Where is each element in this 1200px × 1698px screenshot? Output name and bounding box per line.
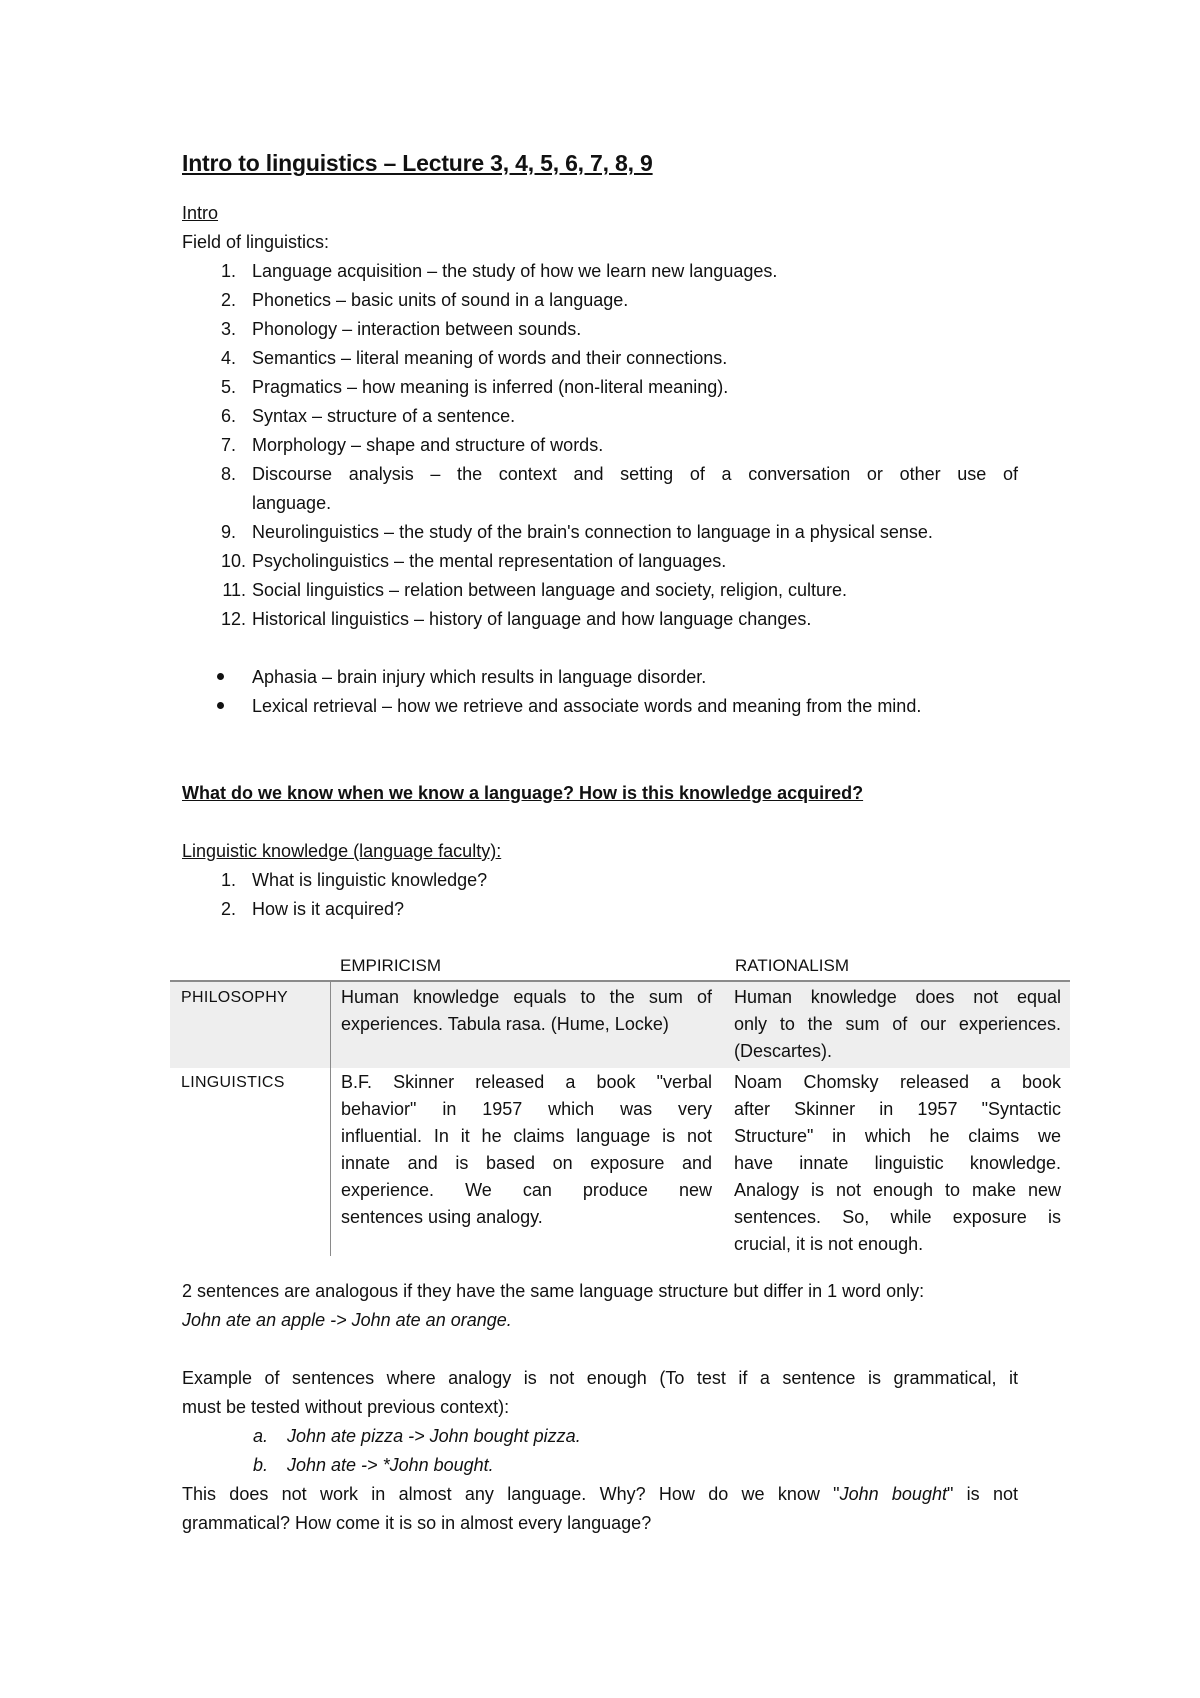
bullet-icon (217, 702, 224, 709)
document-page: Intro to linguistics – Lecture 3, 4, 5, 6, 7, 8, 9 Intro Field of linguistics: 1. Language acquisition – the study of how we learn new languages. 2. Phonetics – basic units of sound in a language. 3. Phonology – interaction between sounds. 4. Semantics – literal meaning of words and their connections. 5. Pragmatics – how meaning is inferred (non-literal meaning). 6. Syntax – structure of a sentence. 7. Morphology – shape and structure of words. 8. Discourse analysis – the context and setting of a conversation or other use of language. 9. Neurolinguistics – the study of the brain's connection to language in a physical sense. 10. Psycholinguistics – the mental representation of languages. 11. Social linguistics – relation between language and society, religion, culture. 12. Historical linguistics – history of language and how language changes. Aphasia – brain injury which results in language disorder. Lexical retrieval – how we retrieve and associate words and meaning from the mind. What do we know when we know a language? How is this knowledge acquired? Linguistic knowledge (language faculty): 1. What is linguistic knowledge? 2. How is it acquired? EMPIRICISM RATIONALISM PHILOSOPHY Human knowledge equals to the sum of experiences. Tabula rasa. (Hume, Locke) Human knowledge does not equal only to the sum of our experiences. (Descartes). LINGUISTICS B.F. Skinner released a book "verbal behavior" in 1957 which was very influential. In it he claims language is not innate and is based on exposure and experience. We can produce new sentences using analogy. Noam Chomsky released a book after Skinner in 1957 "Syntactic Structure" in which he claims we have innate linguistic knowledge. Analogy is not enough to make new sentences. So, while exposure is crucial, it is not enough. 2 sentences are analogous if they have the same language structure but differ in 1 word only: John ate an apple -> John ate an orange. Example of sentences where analogy is not enough (To test if a sentence is grammatical, it must be tested without previous context): a. John ate pizza -> John bought pizza. b. John ate -> *John bought. This does not work in almost any language. Why? How do we know "John bought" is not grammatical? How come it is so in almost every language? (0, 0, 1200, 1698)
section-heading: What do we know when we know a language? How is this knowledge acquired? (182, 783, 864, 803)
analogy-definition: 2 sentences are analogous if they have the same language structure but differ in 1 word only: (182, 1281, 925, 1301)
example-intro-line: Example of sentences where analogy is not enough (To test if a sentence is grammatical, it (182, 1368, 1018, 1388)
subheading: Linguistic knowledge (language faculty): (182, 841, 502, 861)
analogy-example: John ate an apple -> John ate an orange. (182, 1310, 512, 1330)
closing-line: This does not work in almost any language. Why? How do we know "John bought" is not (182, 1484, 1018, 1504)
intro-heading: Intro (182, 203, 219, 223)
column-header-empiricism: EMPIRICISM (340, 956, 442, 975)
document-title: Intro to linguistics – Lecture 3, 4, 5, 6, 7, 8, 9 (182, 150, 653, 176)
example-intro-line: must be tested without previous context): (182, 1397, 510, 1417)
column-header-rationalism: RATIONALISM (735, 956, 849, 975)
field-label: Field of linguistics: (182, 232, 330, 252)
closing-line: grammatical? How come it is so in almost every language? (182, 1513, 652, 1533)
bullet-icon (217, 673, 224, 680)
table-column-divider (330, 982, 331, 1256)
